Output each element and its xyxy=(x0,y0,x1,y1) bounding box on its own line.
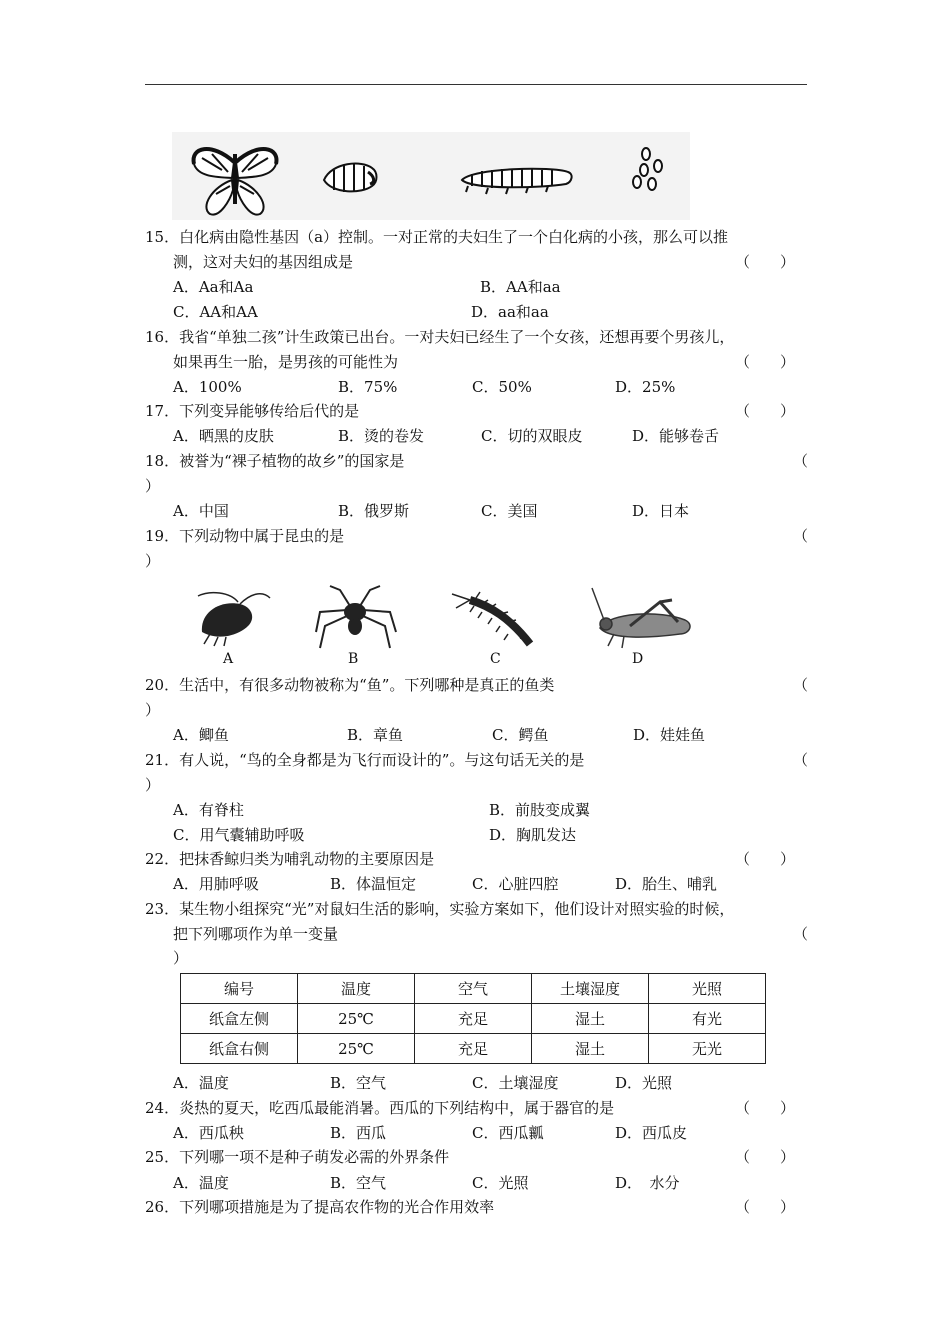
q16-option-a: A．100% xyxy=(173,378,242,396)
table-cell: 无光 xyxy=(649,1034,766,1064)
q25-option-c: C．光照 xyxy=(472,1174,529,1192)
q22-option-c: C．心脏四腔 xyxy=(472,875,559,893)
q15-answer-paren: （ ） xyxy=(735,253,796,271)
q21-option-d: D．胸肌发达 xyxy=(489,826,577,844)
butterfly-icon xyxy=(194,149,277,215)
q19-paren-open: （ xyxy=(793,527,809,545)
q24-option-a: A．西瓜秧 xyxy=(173,1124,244,1142)
q20-option-a: A．鲫鱼 xyxy=(173,726,229,744)
table-header-row xyxy=(181,974,766,1004)
q22-option-b: B．体温恒定 xyxy=(330,875,417,893)
q23-option-a: A．温度 xyxy=(173,1074,229,1092)
q26-text: 26．下列哪项措施是为了提高农作物的光合作用效率 xyxy=(145,1198,495,1216)
q15-option-a: A．Aa和Aa xyxy=(173,278,254,296)
q15-text-line1: 15．白化病由隐性基因（a）控制。一对正常的夫妇生了一个白化病的小孩，那么可以推 xyxy=(145,228,729,246)
q15-option-c: C．AA和AA xyxy=(173,303,258,321)
q24-option-b: B．西瓜 xyxy=(330,1124,387,1142)
q25-option-d: D． 水分 xyxy=(615,1174,680,1192)
q23-paren-close: ） xyxy=(173,949,189,967)
q23-option-b: B．空气 xyxy=(330,1074,387,1092)
table-cell: 湿土 xyxy=(532,1004,649,1034)
q21-paren-close: ） xyxy=(145,776,161,794)
animals-figure xyxy=(190,582,710,652)
table-cell: 充足 xyxy=(415,1034,532,1064)
q18-text: 18．被誉为“裸子植物的故乡”的国家是 xyxy=(145,452,405,470)
q17-option-c: C．切的双眼皮 xyxy=(481,427,583,445)
q20-option-d: D．娃娃鱼 xyxy=(633,726,706,744)
q17-answer-paren: （ ） xyxy=(735,402,796,420)
q22-option-a: A．用肺呼吸 xyxy=(173,875,259,893)
table-row xyxy=(181,1034,766,1064)
q20-paren-open: （ xyxy=(793,676,809,694)
header-rule xyxy=(145,84,807,85)
q22-text: 22．把抹香鲸归类为哺乳动物的主要原因是 xyxy=(145,850,435,868)
q17-option-b: B．烫的卷发 xyxy=(338,427,425,445)
lifecycle-figure xyxy=(172,132,690,220)
q17-text: 17．下列变异能够传给后代的是 xyxy=(145,402,360,420)
q20-text: 20．生活中，有很多动物被称为“鱼”。下列哪种是真正的鱼类 xyxy=(145,676,555,694)
table-cell: 25℃ xyxy=(298,1034,415,1064)
centipede-icon xyxy=(452,592,530,644)
table-cell: 有光 xyxy=(649,1004,766,1034)
q25-answer-paren: （ ） xyxy=(735,1148,796,1166)
q24-option-c: C．西瓜瓤 xyxy=(472,1124,544,1142)
q18-option-c: C．美国 xyxy=(481,502,538,520)
pupa-icon xyxy=(324,164,377,192)
q21-option-a: A．有脊柱 xyxy=(173,801,244,819)
table-row xyxy=(181,1004,766,1034)
q17-option-a: A．晒黑的皮肤 xyxy=(173,427,274,445)
q23-option-c: C．土壤湿度 xyxy=(472,1074,559,1092)
table-header-cell: 土壤湿度 xyxy=(532,974,649,1004)
q20-option-b: B．章鱼 xyxy=(347,726,404,744)
q18-option-b: B．俄罗斯 xyxy=(338,502,410,520)
table-cell: 25℃ xyxy=(298,1004,415,1034)
q18-option-a: A．中国 xyxy=(173,502,229,520)
q24-text: 24．炎热的夏天，吃西瓜最能消暑。西瓜的下列结构中，属于器官的是 xyxy=(145,1099,615,1117)
q15-option-b: B．AA和aa xyxy=(480,278,561,296)
q25-option-a: A．温度 xyxy=(173,1174,229,1192)
q17-option-d: D．能够卷舌 xyxy=(632,427,720,445)
q18-option-d: D．日本 xyxy=(632,502,690,520)
animal-label-b: B xyxy=(348,651,359,667)
q25-option-b: B．空气 xyxy=(330,1174,387,1192)
q24-option-d: D．西瓜皮 xyxy=(615,1124,688,1142)
q23-text-line1: 23．某生物小组探究“光”对鼠妇生活的影响，实验方案如下，他们设计对照实验的时候， xyxy=(145,900,735,918)
spider-icon xyxy=(316,586,396,648)
table-cell: 湿土 xyxy=(532,1034,649,1064)
q24-answer-paren: （ ） xyxy=(735,1099,796,1117)
q22-answer-paren: （ ） xyxy=(735,850,796,868)
q21-option-c: C．用气囊辅助呼吸 xyxy=(173,826,305,844)
table-cell: 纸盒左侧 xyxy=(181,1004,298,1034)
q26-answer-paren: （ ） xyxy=(735,1198,796,1216)
q19-text: 19．下列动物中属于昆虫的是 xyxy=(145,527,345,545)
table-header-cell: 编号 xyxy=(181,974,298,1004)
q23-text-line2: 把下列哪项作为单一变量 xyxy=(173,925,339,943)
q16-option-d: D．25% xyxy=(615,378,676,396)
table-header-cell: 温度 xyxy=(298,974,415,1004)
animal-label-a: A xyxy=(223,651,234,667)
eggs-icon xyxy=(633,148,662,190)
animal-label-c: C xyxy=(490,651,501,667)
q23-option-d: D．光照 xyxy=(615,1074,673,1092)
table-header-cell: 光照 xyxy=(649,974,766,1004)
q21-paren-open: （ xyxy=(793,751,809,769)
q16-text-line2: 如果再生一胎，是男孩的可能性为 xyxy=(173,353,399,371)
larva-icon xyxy=(462,169,572,194)
q16-text-line1: 16．我省“单独二孩”计生政策已出台。一对夫妇已经生了一个女孩，还想再要个男孩儿， xyxy=(145,328,735,346)
shrimp-icon xyxy=(198,593,270,646)
q16-answer-paren: （ ） xyxy=(735,353,796,371)
experiment-table xyxy=(180,973,766,1064)
q15-text-line2: 测，这对夫妇的基因组成是 xyxy=(173,253,354,271)
q22-option-d: D．胎生、哺乳 xyxy=(615,875,718,893)
table-header-cell: 空气 xyxy=(415,974,532,1004)
table-cell: 充足 xyxy=(415,1004,532,1034)
q25-text: 25．下列哪一项不是种子萌发必需的外界条件 xyxy=(145,1148,450,1166)
q20-paren-close: ） xyxy=(145,701,161,719)
q16-option-c: C．50% xyxy=(472,378,532,396)
table-cell: 纸盒右侧 xyxy=(181,1034,298,1064)
q19-paren-close: ） xyxy=(145,552,161,570)
q23-paren-open: （ xyxy=(793,925,809,943)
grasshopper-icon xyxy=(592,588,690,648)
q16-option-b: B．75% xyxy=(338,378,398,396)
q21-option-b: B．前肢变成翼 xyxy=(489,801,591,819)
q15-option-d: D．aa和aa xyxy=(471,303,549,321)
q18-paren-open: （ xyxy=(793,452,809,470)
animal-label-d: D xyxy=(632,651,644,667)
q21-text: 21．有人说，“鸟的全身都是为飞行而设计的”。与这句话无关的是 xyxy=(145,751,585,769)
q20-option-c: C．鳄鱼 xyxy=(492,726,549,744)
q18-paren-close: ） xyxy=(145,477,161,495)
